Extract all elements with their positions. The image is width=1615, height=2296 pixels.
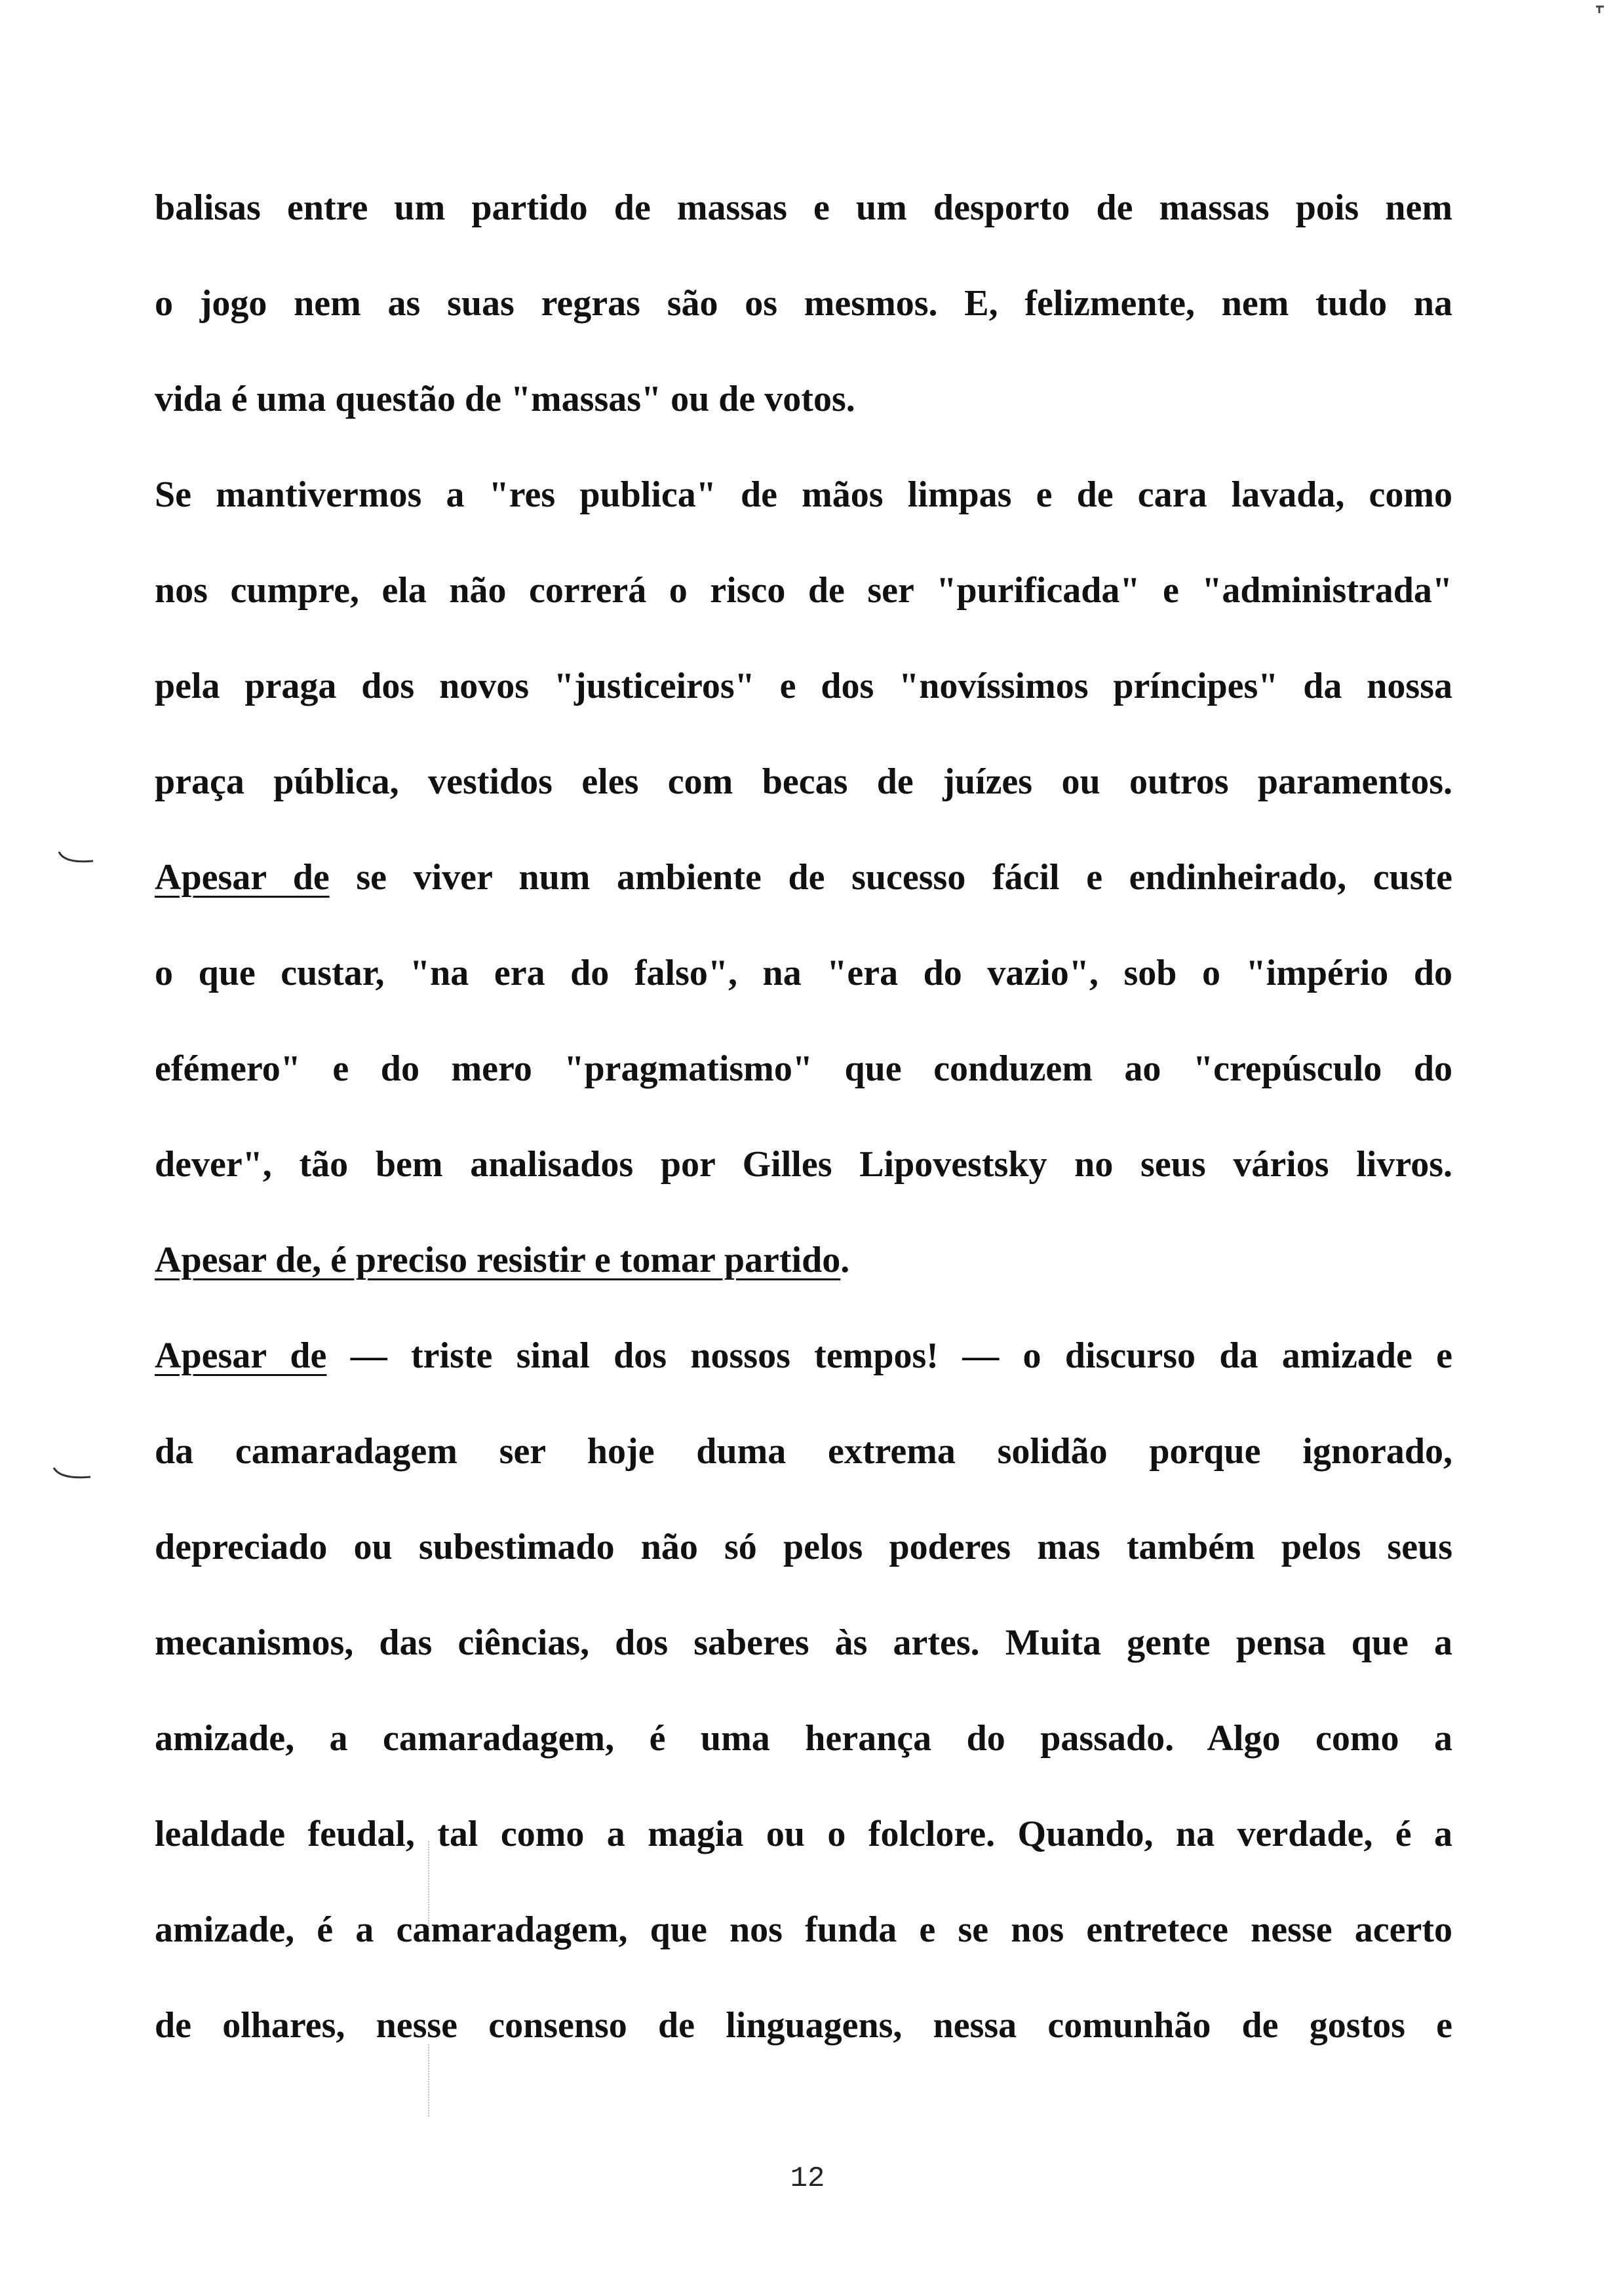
text-line bbox=[155, 172, 1452, 267]
text-line bbox=[155, 937, 1452, 1033]
text-line bbox=[155, 363, 1452, 459]
text-run: pela praga dos novos "justiceiros" e dos "novíssimos príncipes" da nossa bbox=[155, 666, 1452, 706]
body-text bbox=[155, 172, 1452, 2085]
text-line bbox=[155, 1798, 1452, 1894]
text-line bbox=[155, 1511, 1452, 1607]
text-run: o que custar, "na era do falso", na "era do vazio", sob o "império do bbox=[155, 953, 1452, 993]
text-line bbox=[155, 1320, 1452, 1415]
text-run: amizade, é a camaradagem, que nos funda e se nos entretece nesse acerto bbox=[155, 1909, 1452, 1950]
text-run: nos cumpre, ela não correrá o risco de ser "purificada" e "administrada" bbox=[155, 570, 1452, 611]
text-line bbox=[155, 650, 1452, 746]
text-line bbox=[155, 1702, 1452, 1798]
text-run: da camaradagem ser hoje duma extrema solidão porque ignorado, bbox=[155, 1431, 1452, 1472]
text-run: lealdade feudal, tal como a magia ou o folclore. Quando, na verdade, é a bbox=[155, 1814, 1452, 1854]
text-line bbox=[155, 1128, 1452, 1224]
text-run: o jogo nem as suas regras são os mesmos. E, felizmente, nem tudo na bbox=[155, 283, 1452, 324]
text-run: Se mantivermos a "res publica" de mãos limpas e de cara lavada, como bbox=[155, 474, 1452, 515]
text-line bbox=[155, 1033, 1452, 1128]
text-line bbox=[155, 459, 1452, 554]
text-line bbox=[155, 1607, 1452, 1702]
text-run: mecanismos, das ciências, dos saberes às artes. Muita gente pensa que a bbox=[155, 1622, 1452, 1663]
text-run: — triste sinal dos nossos tempos! — o discurso da amizade e bbox=[326, 1335, 1453, 1376]
margin-bracket-icon bbox=[58, 849, 94, 866]
text-run: se viver num ambiente de sucesso fácil e endinheirado, custe bbox=[329, 857, 1452, 898]
underlined-phrase: Apesar de, é preciso resistir e tomar partido bbox=[155, 1240, 841, 1280]
underlined-phrase: Apesar de bbox=[155, 1335, 327, 1376]
text-line bbox=[155, 1989, 1452, 2085]
text-run: efémero" e do mero "pragmatismo" que conduzem ao "crepúsculo do bbox=[155, 1048, 1452, 1089]
text-run: balisas entre um partido de massas e um desporto de massas pois nem bbox=[155, 187, 1452, 228]
page-number: 12 bbox=[790, 2162, 825, 2195]
text-run: dever", tão bem analisados por Gilles Lipovestsky no seus vários livros. bbox=[155, 1144, 1452, 1185]
text-run: . bbox=[840, 1240, 850, 1280]
text-line bbox=[155, 1415, 1452, 1511]
underlined-phrase: Apesar de bbox=[155, 857, 330, 898]
corner-mark-icon bbox=[1594, 4, 1607, 17]
text-run: amizade, a camaradagem, é uma herança do passado. Algo como a bbox=[155, 1718, 1452, 1759]
text-run: depreciado ou subestimado não só pelos poderes mas também pelos seus bbox=[155, 1527, 1452, 1567]
text-line bbox=[155, 267, 1452, 363]
text-run: vida é uma questão de "massas" ou de votos. bbox=[155, 379, 855, 419]
text-line bbox=[155, 1894, 1452, 1989]
margin-bracket-icon bbox=[52, 1465, 92, 1482]
text-run: de olhares, nesse consenso de linguagens, nessa comunhão de gostos e bbox=[155, 2005, 1452, 2046]
text-line bbox=[155, 841, 1452, 937]
text-run: praça pública, vestidos eles com becas de juízes ou outros paramentos. bbox=[155, 761, 1452, 802]
text-line bbox=[155, 1224, 1452, 1320]
text-line bbox=[155, 554, 1452, 650]
text-line bbox=[155, 746, 1452, 841]
